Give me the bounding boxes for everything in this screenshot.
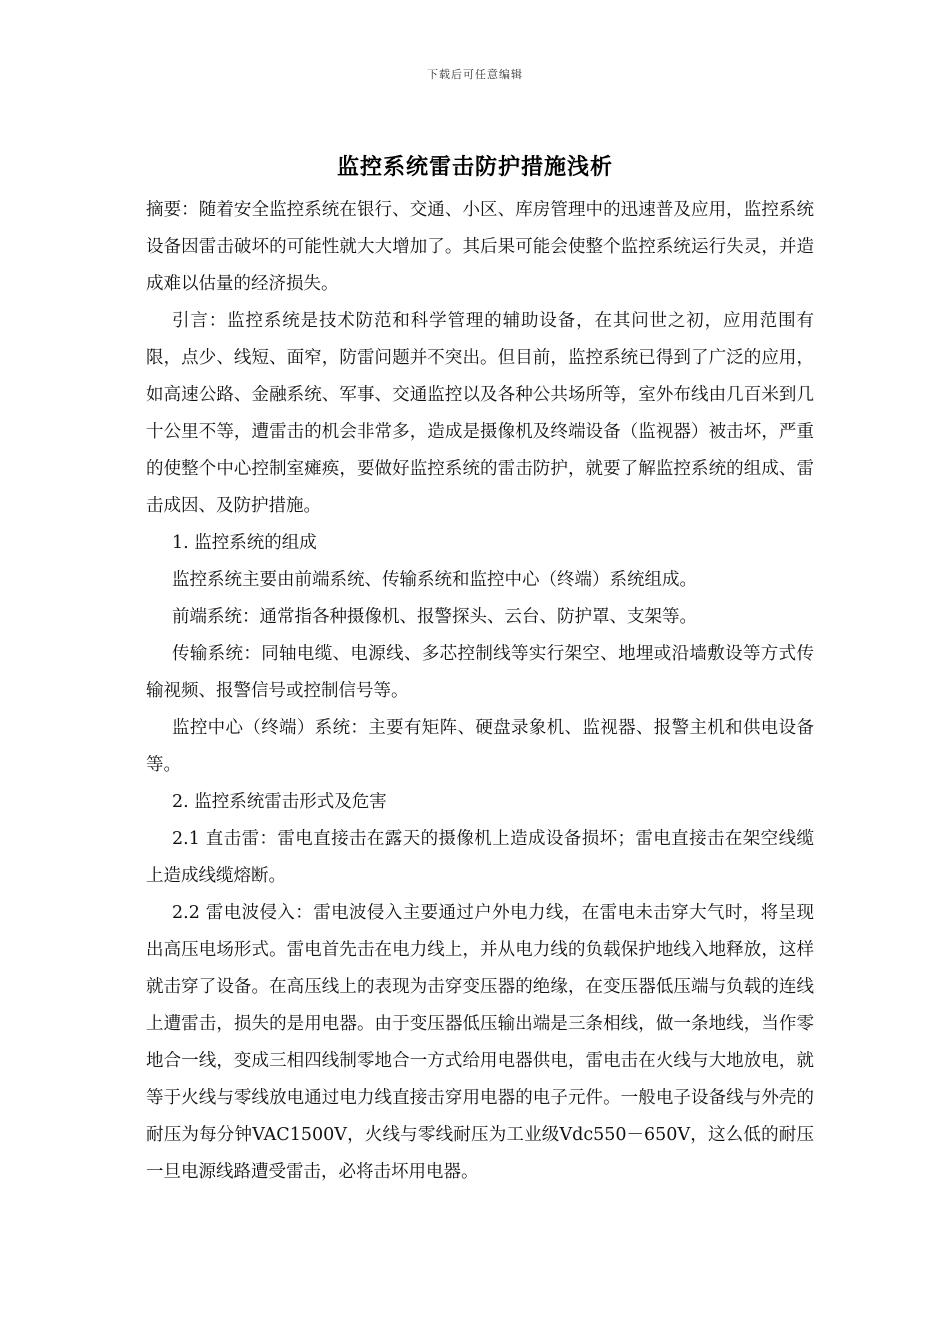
introduction-paragraph: 引言：监控系统是技术防范和科学管理的辅助设备，在其问世之初，应用范围有限，点少、线短、面窄，防雷问题并不突出。但目前，监控系统已得到了广泛的应用，如高速公路、金融系统、军事、交通监控以及各种公共场所等，室外布线由几百米到几十公里不等，遭雷击的机会非常多，造成是摄像机及终端设备（监视器）被击坏，严重的使整个中心控制室瘫痪，要做好监控系统的雷击防护，就要了解监控系统的组成、雷击成因、及防护措施。 bbox=[146, 311, 814, 516]
section-heading-2: 2. 监控系统雷击形式及危害 bbox=[172, 792, 387, 812]
body-paragraph: 传输系统：同轴电缆、电源线、多芯控制线等实行架空、地埋或沿墙敷设等方式传输视频、报警信号或控制信号等。 bbox=[146, 644, 814, 701]
body-paragraph: 2.1 直击雷：雷电直接击在露天的摄像机上造成设备损坏；雷电直接击在架空线缆上造成线缆熔断。 bbox=[146, 829, 814, 886]
document-title: 监控系统雷击防护措施浅析 bbox=[336, 154, 613, 180]
body-paragraph: 前端系统：通常指各种摄像机、报警探头、云台、防护罩、支架等。 bbox=[172, 607, 697, 627]
abstract-paragraph: 摘要：随着安全监控系统在银行、交通、小区、库房管理中的迅速普及应用，监控系统设备因雷击破坏的可能性就大大增加了。其后果可能会使整个监控系统运行失灵，并造成难以估量的经济损失。 bbox=[146, 200, 814, 294]
header-note: 下载后可任意编辑 bbox=[427, 68, 523, 81]
body-paragraph: 监控系统主要由前端系统、传输系统和监控中心（终端）系统组成。 bbox=[172, 570, 697, 590]
body-paragraph: 监控中心（终端）系统：主要有矩阵、硬盘录象机、监视器、报警主机和供电设备等。 bbox=[146, 718, 814, 775]
section-heading-1: 1. 监控系统的组成 bbox=[172, 533, 317, 553]
document-body bbox=[146, 192, 814, 1191]
body-paragraph: 2.2 雷电波侵入：雷电波侵入主要通过户外电力线，在雷电未击穿大气时，将呈现出高压电场形式。雷电首先击在电力线上，并从电力线的负载保护地线入地释放，这样就击穿了设备。在高压线上的表现为击穿变压器的绝缘，在变压器低压端与负载的连线上遭雷击，损失的是用电器。由于变压器低压输出端是三条相线，做一条地线，当作零地合一线，变成三相四线制零地合一方式给用电器供电，雷电击在火线与大地放电，就等于火线与零线放电通过电力线直接击穿用电器的电子元件。一般电子设备线与外壳的耐压为每分钟VAC1500V，火线与零线耐压为工业级Vdc550－650V，这么低的耐压一旦电源线路遭受雷击，必将击坏用电器。 bbox=[146, 903, 814, 1182]
